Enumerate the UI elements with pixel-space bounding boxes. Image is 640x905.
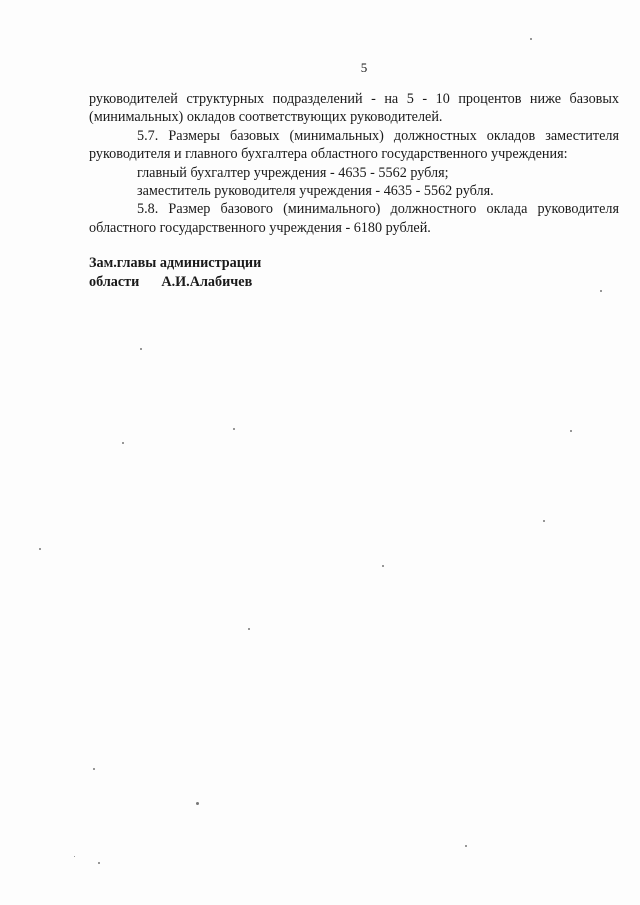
scan-speck bbox=[39, 548, 41, 550]
scan-speck bbox=[570, 430, 572, 432]
page-number: 5 bbox=[360, 60, 368, 75]
signature-block bbox=[89, 254, 261, 292]
scan-speck bbox=[465, 845, 467, 847]
signature-position-line-2 bbox=[89, 273, 261, 292]
signature-position-region: области bbox=[89, 274, 140, 290]
scan-speck bbox=[140, 348, 142, 350]
paragraph-5-line-1: 5.8. Размер базового (минимального) должностного оклада руководителя bbox=[137, 201, 619, 218]
scan-speck bbox=[98, 862, 100, 864]
paragraph-2-line-2: руководителя и главного бухгалтера областного государственного учреждения: bbox=[89, 146, 568, 163]
scan-speck bbox=[382, 565, 384, 567]
scan-speck bbox=[93, 768, 95, 770]
paragraph-5-line-2: областного государственного учреждения - 6180 рублей. bbox=[89, 219, 431, 236]
paragraph-1-line-1: руководителей структурных подразделений - на 5 - 10 процентов ниже базовых bbox=[89, 91, 619, 107]
paragraph-3-line-1: главный бухгалтер учреждения - 4635 - 5562 рубля; bbox=[137, 164, 449, 181]
scan-speck bbox=[530, 38, 532, 40]
paragraph-2-line-1: 5.7. Размеры базовых (минимальных) должностных окладов заместителя bbox=[137, 127, 619, 144]
scan-speck bbox=[122, 442, 124, 444]
scan-speck bbox=[248, 628, 250, 630]
scan-speck bbox=[196, 802, 199, 805]
paragraph-4-line-1: заместитель руководителя учреждения - 4635 - 5562 рубля. bbox=[137, 183, 494, 200]
signature-name: А.И.Алабичев bbox=[161, 274, 253, 290]
scan-speck bbox=[233, 428, 235, 430]
paragraph-1-line-2: (минимальных) окладов соответствующих руководителей. bbox=[89, 109, 443, 126]
document-body bbox=[89, 90, 619, 237]
signature-position-line-1: Зам.главы администрации bbox=[89, 255, 262, 271]
scan-speck bbox=[600, 290, 602, 292]
scan-speck bbox=[74, 856, 75, 857]
scan-speck bbox=[543, 520, 545, 522]
